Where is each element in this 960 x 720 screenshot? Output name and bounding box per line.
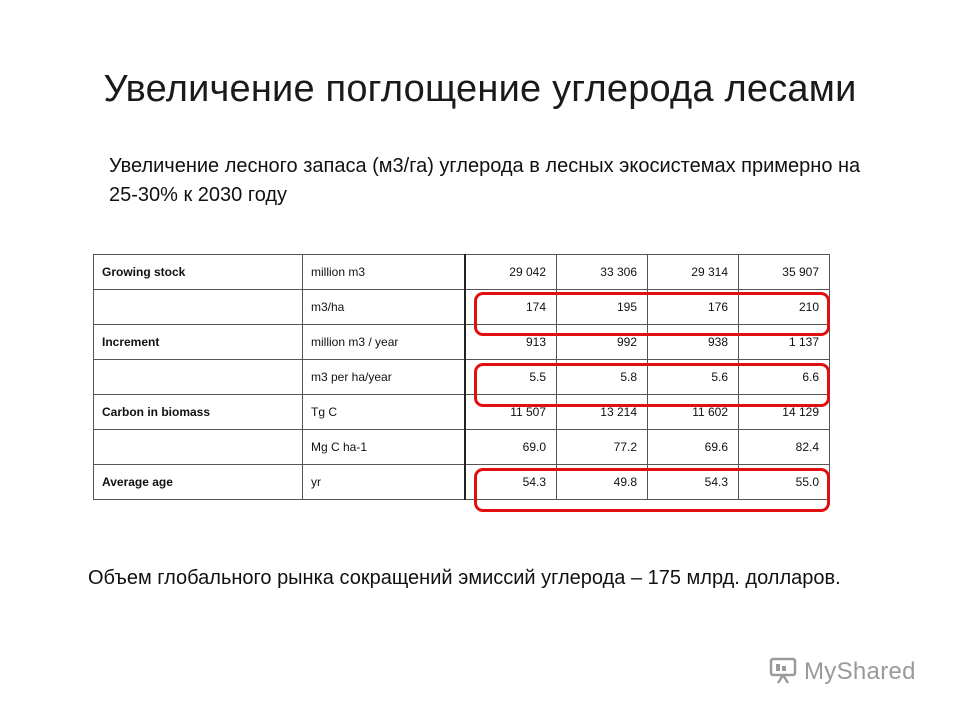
table-row <box>94 395 830 430</box>
cell-value: 174 <box>465 290 557 325</box>
table-row <box>94 325 830 360</box>
table-row <box>94 360 830 395</box>
cell-value: 913 <box>465 325 557 360</box>
cell-value: 49.8 <box>557 465 648 500</box>
cell-value: 5.6 <box>648 360 739 395</box>
cell-value: 938 <box>648 325 739 360</box>
cell-value: 5.8 <box>557 360 648 395</box>
cell-value: 82.4 <box>739 430 830 465</box>
cell-value: 1 137 <box>739 325 830 360</box>
row-label <box>94 290 303 325</box>
cell-value: 54.3 <box>648 465 739 500</box>
row-unit: million m3 / year <box>303 325 466 360</box>
cell-value: 77.2 <box>557 430 648 465</box>
table-row <box>94 255 830 290</box>
slide-title: Увеличение поглощение углерода лесами <box>103 68 857 110</box>
cell-value: 54.3 <box>465 465 557 500</box>
forest-data-table <box>93 254 830 500</box>
slide-note: Объем глобального рынка сокращений эмиссий углерода – 175 млрд. долларов. <box>88 567 841 589</box>
data-table-container <box>93 254 830 500</box>
row-unit: million m3 <box>303 255 466 290</box>
cell-value: 55.0 <box>739 465 830 500</box>
table-row <box>94 465 830 500</box>
row-label <box>94 430 303 465</box>
cell-value: 13 214 <box>557 395 648 430</box>
row-unit: yr <box>303 465 466 500</box>
logo-text: MyShared <box>804 658 916 685</box>
row-label: Average age <box>94 465 303 500</box>
cell-value: 69.0 <box>465 430 557 465</box>
cell-value: 992 <box>557 325 648 360</box>
cell-value: 35 907 <box>739 255 830 290</box>
cell-value: 29 314 <box>648 255 739 290</box>
table-row <box>94 430 830 465</box>
row-label: Increment <box>94 325 303 360</box>
cell-value: 210 <box>739 290 830 325</box>
row-label: Growing stock <box>94 255 303 290</box>
cell-value: 29 042 <box>465 255 557 290</box>
row-label <box>94 360 303 395</box>
cell-value: 6.6 <box>739 360 830 395</box>
slide-subtitle: Увеличение лесного запаса (м3/га) углерода в лесных экосистемах примерно на 25-30% к 2030 году <box>109 155 861 206</box>
cell-value: 11 507 <box>465 395 557 430</box>
row-unit: m3/ha <box>303 290 466 325</box>
myshared-logo <box>768 654 916 690</box>
table-row <box>94 290 830 325</box>
cell-value: 195 <box>557 290 648 325</box>
cell-value: 11 602 <box>648 395 739 430</box>
row-unit: Tg C <box>303 395 466 430</box>
row-unit: Mg C ha-1 <box>303 430 466 465</box>
cell-value: 176 <box>648 290 739 325</box>
presentation-board-icon <box>768 655 798 690</box>
cell-value: 33 306 <box>557 255 648 290</box>
row-unit: m3 per ha/year <box>303 360 466 395</box>
row-label: Carbon in biomass <box>94 395 303 430</box>
cell-value: 14 129 <box>739 395 830 430</box>
cell-value: 69.6 <box>648 430 739 465</box>
cell-value: 5.5 <box>465 360 557 395</box>
